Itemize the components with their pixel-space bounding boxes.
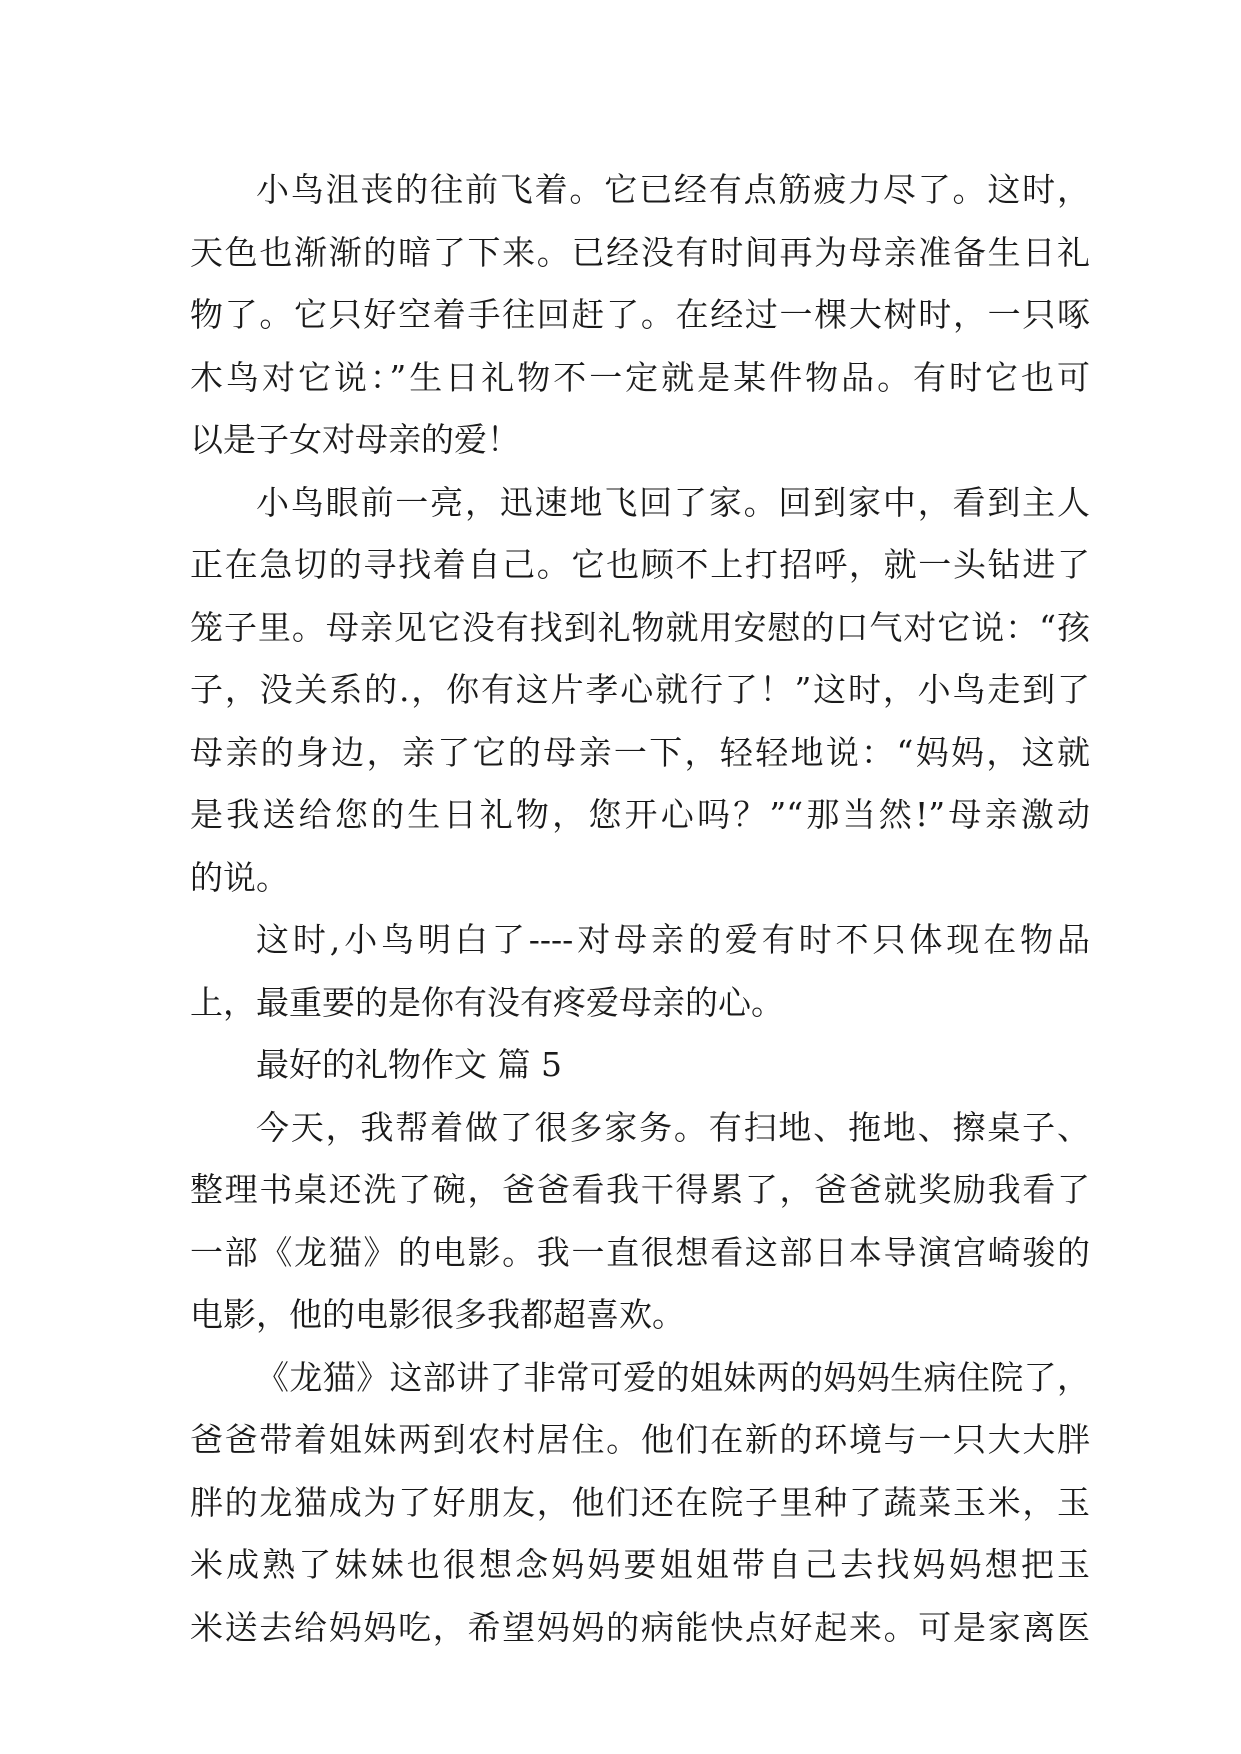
text-line: 整理书桌还洗了碗，爸爸看我干得累了，爸爸就奖励我看了 xyxy=(190,1170,1090,1209)
text-line: 木鸟对它说：”生日礼物不一定就是某件物品。有时它也可 xyxy=(190,357,1090,397)
text-line: 《龙猫》这部讲了非常可爱的姐妹两的妈妈生病住院了， xyxy=(256,1357,1090,1397)
text-line: 电影，他的电影很多我都超喜欢。 xyxy=(190,1295,685,1334)
text-line: 一部《龙猫》的电影。我一直很想看这部日本导演宫崎骏的 xyxy=(190,1232,1090,1272)
paragraph-4 xyxy=(190,1097,1090,1347)
text-line: 小鸟眼前一亮，迅速地飞回了家。回到家中，看到主人 xyxy=(256,482,1090,522)
text-line: 米送去给妈妈吃，希望妈妈的病能快点好起来。可是家离医 xyxy=(190,1607,1090,1647)
paragraph-1 xyxy=(190,159,1090,472)
text-line: 是我送给您的生日礼物，您开心吗？”“那当然!”母亲激动 xyxy=(190,795,1090,834)
paragraph-5 xyxy=(190,1347,1090,1660)
text-line: 今天，我帮着做了很多家务。有扫地、拖地、擦桌子、 xyxy=(256,1107,1090,1147)
text-line: 天色也渐渐的暗了下来。已经没有时间再为母亲准备生日礼 xyxy=(190,232,1090,272)
text-line: 子，没关系的.，你有这片孝心就行了！”这时，小鸟走到了 xyxy=(190,670,1090,709)
text-line: 的说。 xyxy=(190,857,289,897)
paragraph-2 xyxy=(190,472,1090,910)
section-title: 最好的礼物作文 篇 5 xyxy=(256,1045,562,1084)
text-line: 米成熟了妹妹也很想念妈妈要姐姐带自己去找妈妈想把玉 xyxy=(190,1545,1090,1584)
text-line: 母亲的身边，亲了它的母亲一下，轻轻地说：“妈妈，这就 xyxy=(190,732,1090,772)
text-line: 物了。它只好空着手往回赶了。在经过一棵大树时，一只啄 xyxy=(190,295,1090,334)
text-line: 笼子里。母亲见它没有找到礼物就用安慰的口气对它说：“孩 xyxy=(190,607,1090,647)
paragraph-3 xyxy=(190,909,1090,1034)
section-heading xyxy=(190,1034,1090,1097)
text-line: 胖的龙猫成为了好朋友，他们还在院子里种了蔬菜玉米，玉 xyxy=(190,1482,1090,1522)
text-line: 爸爸带着姐妹两到农村居住。他们在新的环境与一只大大胖 xyxy=(190,1420,1090,1459)
text-line: 这时,小鸟明白了----对母亲的爱有时不只体现在物品 xyxy=(256,920,1090,959)
text-line: 小鸟沮丧的往前飞着。它已经有点筋疲力尽了。这时， xyxy=(256,170,1090,209)
text-line: 以是子女对母亲的爱！ xyxy=(190,420,520,459)
text-line: 正在急切的寻找着自己。它也顾不上打招呼，就一头钻进了 xyxy=(190,545,1090,584)
document-body xyxy=(190,159,1090,1659)
text-line: 上，最重要的是你有没有疼爱母亲的心。 xyxy=(190,982,784,1022)
